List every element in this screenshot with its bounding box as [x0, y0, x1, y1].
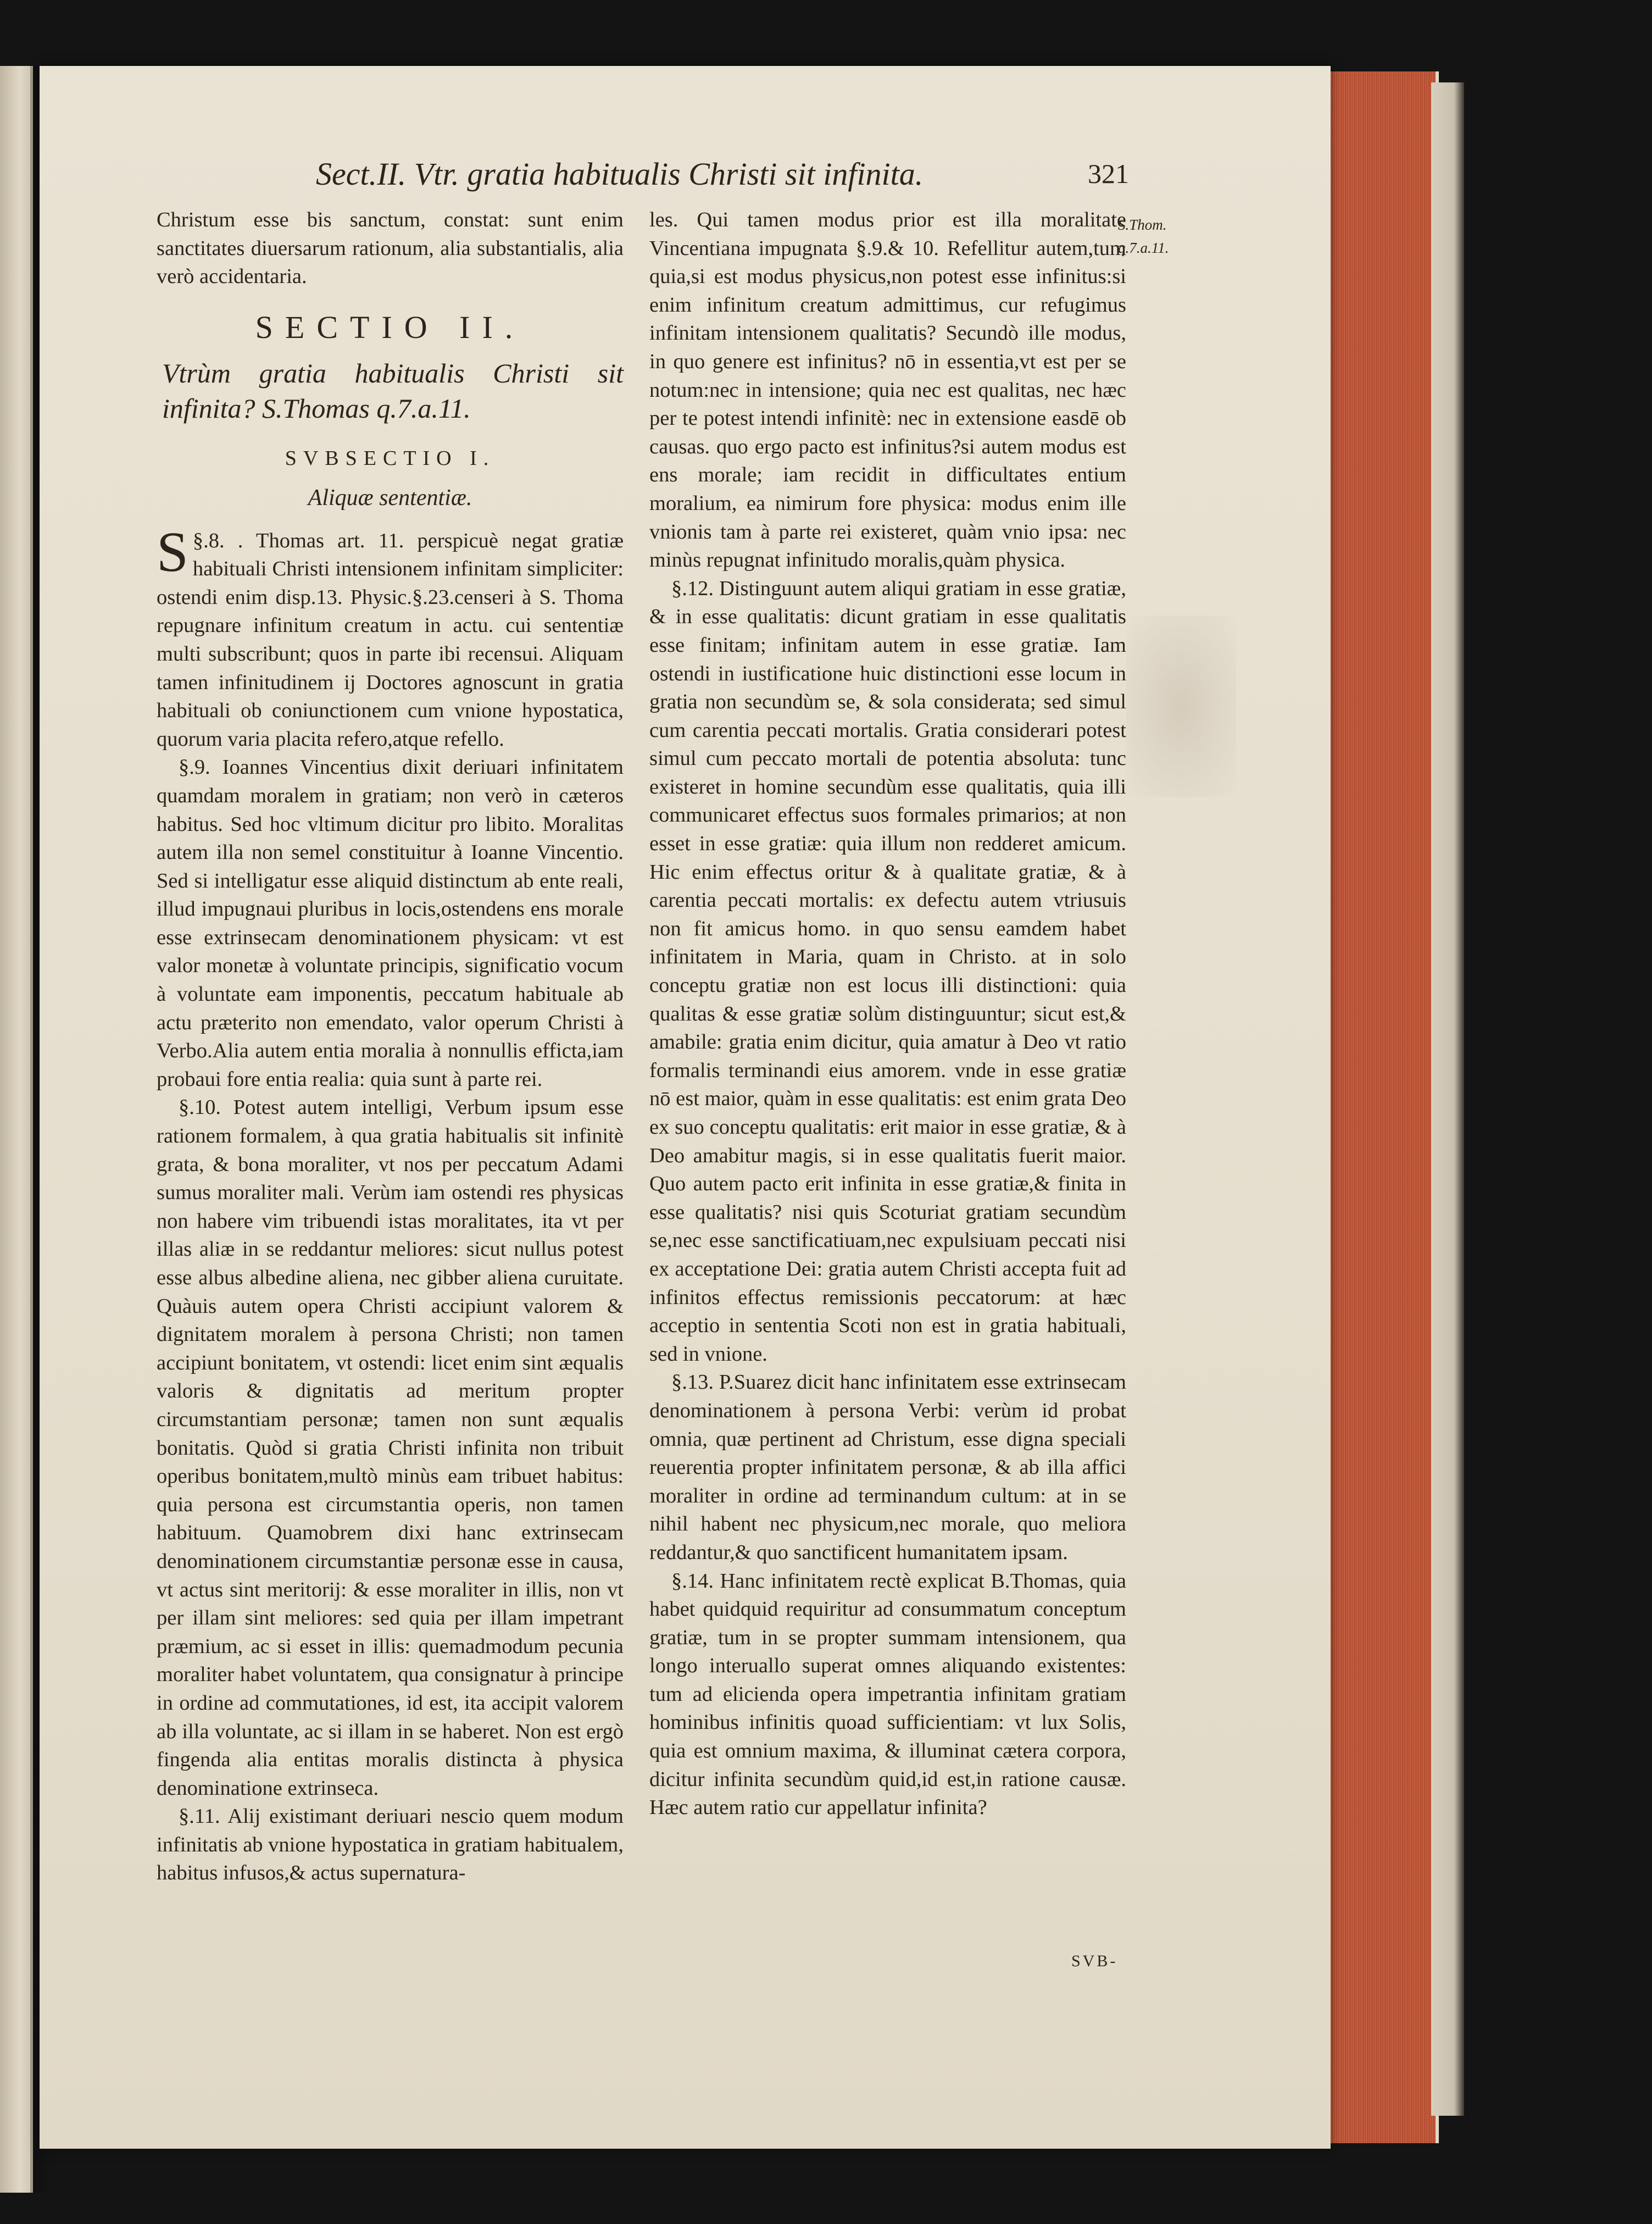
catchword: SVB-: [1071, 1952, 1118, 1970]
book-cover-edge: [1431, 82, 1464, 2116]
right-column: [649, 206, 1126, 1822]
margin-note-line: S.Thom.: [1118, 217, 1167, 233]
page-header: [316, 156, 1129, 199]
show-through-stain: [1126, 615, 1236, 797]
facing-page-edge: [0, 66, 33, 2193]
running-head: Sect.II. Vtr. gratia habitualis Christi sit infinita.: [316, 156, 924, 192]
paragraph-11-continued: les. Qui tamen modus prior est illa moralitate Vincentiana impugnata §.9.& 10. Refellitur autem,tum quia,si est modus physicus,non potest esse infinitus:si enim infinitum creatum admittimus, cur refugimus infinitam intensionem qualitatis? Secundò ille modus, in quo genere est infinitus? nō in essentia,vt est per se notum:nec in intensione; quia nec est qualitas, nec hæc per te potest intendi infinitè: nec in extensione easdē ob causas. quo ergo pacto est infinitus?si autem modus est ens morale; iam recidit in difficultates entium moralium, ea nimirum fore physica: modus enim ille vnionis tam à parte rei existeret, quàm vnio ipsa: nec minùs repugnat infinitudo moralis,quàm physica.: [649, 208, 1126, 572]
margin-note: [1118, 213, 1169, 259]
subsection-heading: Aliquæ sententiæ.: [308, 485, 472, 511]
section-question: Vtrùm gratia habitualis Christi sit infinita? S.Thomas q.7.a.11.: [162, 358, 624, 424]
paragraph-text: . Thomas art. 11. perspicuè negat gratiæ habituali Christi intensionem infinitam simpliciter: ostendi enim disp.13. Physic.§.23.censeri à S. Thoma repugnare infinitum creatum in actu. cui sententiæ multi subscribunt; quos in parte ibi recensui. Aliquam tamen infinitudinem ij Doctores agnoscunt in gratia habituali ob coniunctionem cum vnione hypostatica, quorum varia placita refero,atque refello.: [157, 529, 624, 751]
paragraph-13: §.13. P.Suarez dicit hanc infinitatem esse extrinsecam denominationem à persona Verbi: verùm id probat omnia, quæ pertinent ad Christum, esse digna speciali reuerentia propter infinitatem personæ, & ab illa affici moraliter in ordine ad terminandum cultum: at in se nihil habent nec physicum,nec morale, quo meliora reddantur,& quo sanctificent humanitatem ipsam.: [649, 1371, 1126, 1564]
paragraph-10: §.10. Potest autem intelligi, Verbum ipsum esse rationem formalem, à qua gratia habitualis sit infinitè grata, & bona moraliter, vt nos per peccatum Adami sumus moraliter mali. Verùm iam ostendi res physicas non habere vim tribuendi istas moralitates, ita vt per illas aliæ in se reddantur meliores: sicut nullus potest esse albus albedine aliena, nec gibber aliena curuitate. Quàuis autem opera Christi accipiunt valorem & dignitatem moralem à persona Christi; non tamen accipiunt bonitatem, vt ostendi: licet enim sint æqualis valoris & dignitatis ad meritum propter circumstantiam personæ; tamen non sunt æqualis bonitatis. Quòd si gratia Christi infinita non tribuit operibus bonitatem,multò minùs eam tribuet habitus: quia persona est circumstantia operis, non tamen habituum. Quamobrem dixi hanc extrinsecam denominationem circumstantiæ personæ esse in causa, vt actus sint meritorij: & esse moraliter in illis, non vt per illam sint meliores: sed quia per illam impetrant præmium, ac si esset in illis: quemadmodum pecunia moraliter habet voluntatem, qua consignatur à principe in ordine ad commutationes, id est, ita accipit valorem ab illa voluntate, ac si illam in se haberet. Non est ergò fingenda alia entitas moralis distincta à physica denominatione extrinseca.: [157, 1096, 624, 1800]
page-number: 321: [1088, 158, 1129, 189]
page-block-edges: [1323, 71, 1439, 2143]
left-column: [157, 206, 624, 1888]
paragraph-9: §.9. Ioannes Vincentius dixit deriuari infinitatem quamdam moralem in gratiam; non verò in cæteros habitus. Sed hoc vltimum dicitur pro libito. Moralitas autem illa non semel constituitur à Ioanne Vincentio. Sed si intelligatur esse aliquid distinctum ab ente reali, illud impugnaui pluribus in locis,ostendens ens morale esse extrinsecam denominationem physicam: vt est valor monetæ à voluntate principis, significatio vocum à voluntate eam imponentis, peccatum habituale ab actu præterito non emendato, valor operum Christi à Verbo.Alia autem entia moralia à nonnullis efficta,iam probaui fore entia realia: quia sunt à parte rei.: [157, 756, 624, 1091]
margin-note-line: q.7.a.11.: [1118, 240, 1169, 256]
paragraph-12: §.12. Distinguunt autem aliqui gratiam in esse gratiæ, & in esse qualitatis: dicunt gratiam in esse qualitatis esse finitam; infinitam autem in esse gratiæ. Iam ostendi in iustificatione huic distinctioni esse locum in gratia non secundùm se, & sola considerata; sed simul cum carentia peccati mortalis. Gratia considerari potest simul cum peccato mortali de potentia absoluta: tunc existeret in homine secundùm esse qualitatis, quia illi communicaret effectus suos formales primarios; at non esset in esse gratiæ: quia illum non redderet amicum. Hic enim effectus oritur & à qualitate gratiæ, & à carentia peccati mortalis: ex defectu autem vtriusuis non fit amicus homo. in quo sensu eamdem habet infinitatem in Maria, quam in Christo. at in solo conceptu gratiæ non est locus illi distinctioni: quia qualitas & esse gratiæ solùm distinguuntur; sicut est,& amabile: gratia enim dicitur, quia amatur à Deo vt ratio formalis terminandi eius amorem. vnde in esse gratiæ nō est maior, quàm in esse qualitatis: est enim grata Deo ex suo conceptu qualitatis: erit maior in esse gratiæ, & à Deo amabitur magis, si in esse qualitatis fuerit maior. Quo autem pacto erit infinita in esse gratiæ,& finita in esse qualitatis? nisi quis Scoturiat gratiam secundùm se,nec esse sanctificatiuam,nec expulsiuam peccati nisi ex acceptatione Dei: gratia autem Christi accepta fuit ad infinitos effectus remissionis peccatorum: at hæc acceptio in sententia Scoti non est in gratia habituali, sed in vnione.: [649, 576, 1126, 1366]
section-title: SECTIO II.: [255, 309, 525, 345]
paragraph-14: §.14. Hanc infinitatem rectè explicat B.Thomas, quia habet quidquid requiritur ad consummatum conceptum gratiæ, tum in se propter summam intensionem, qua longo interuallo superat omnes aliquando existentes: tum ad eliciendа opera impetrantia infinitam gratiam hominibus infinitis quoad sufficientiam: vt lux Solis, quia est omnium maxima, & illuminat cætera corpora, dicitur infinita secundùm quid,id est,in ratione causæ. Hæc autem ratio cur appellatur infinita?: [649, 1569, 1126, 1820]
intro-lines: Christum esse bis sanctum, constat: sunt enim sanctitates diuersarum rationum, alia substantialis, alia verò accidentaria.: [157, 208, 624, 289]
drop-cap: S: [157, 520, 188, 584]
paragraph-11: §.11. Alij existimant deriuari nescio quem modum infinitatis ab vnione hypostatica in gratiam habitualem, habitus infusos,& actus supernatura-: [157, 1805, 624, 1885]
paragraph-8: [157, 520, 624, 754]
subsection-title: SVBSECTIO I.: [285, 447, 496, 470]
paragraph-number: §.8.: [192, 529, 225, 552]
